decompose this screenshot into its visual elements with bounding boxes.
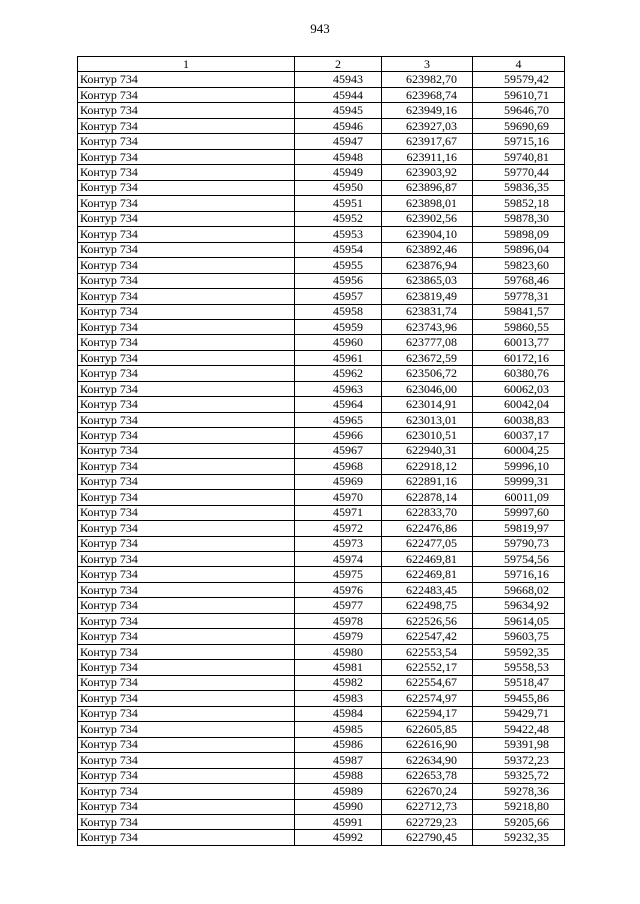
y-coordinate-cell: 59610,71 xyxy=(473,87,565,102)
x-coordinate-cell: 622553,54 xyxy=(382,644,473,659)
point-number-cell: 45982 xyxy=(295,675,382,690)
y-coordinate-cell: 59518,47 xyxy=(473,675,565,690)
table-row xyxy=(78,598,565,613)
contour-name-cell: Контур 734 xyxy=(78,165,295,180)
table-row xyxy=(78,459,565,474)
contour-name-cell: Контур 734 xyxy=(78,799,295,814)
y-coordinate-cell: 59455,86 xyxy=(473,691,565,706)
y-coordinate-cell: 59896,04 xyxy=(473,242,565,257)
y-coordinate-cell: 59218,80 xyxy=(473,799,565,814)
y-coordinate-cell: 59422,48 xyxy=(473,722,565,737)
point-number-cell: 45990 xyxy=(295,799,382,814)
page-number: 943 xyxy=(310,21,330,36)
y-coordinate-cell: 59740,81 xyxy=(473,149,565,164)
contour-name-cell: Контур 734 xyxy=(78,397,295,412)
contour-name-cell: Контур 734 xyxy=(78,474,295,489)
contour-name-cell: Контур 734 xyxy=(78,273,295,288)
contour-name-cell: Контур 734 xyxy=(78,722,295,737)
table-header-row xyxy=(78,57,565,72)
y-coordinate-cell: 59690,69 xyxy=(473,118,565,133)
table-row xyxy=(78,118,565,133)
x-coordinate-cell: 622670,24 xyxy=(382,784,473,799)
y-coordinate-cell: 59823,60 xyxy=(473,258,565,273)
point-number-cell: 45964 xyxy=(295,397,382,412)
x-coordinate-cell: 622498,75 xyxy=(382,598,473,613)
x-coordinate-cell: 622594,17 xyxy=(382,706,473,721)
table-row xyxy=(78,103,565,118)
y-coordinate-cell: 59754,56 xyxy=(473,552,565,567)
point-number-cell: 45960 xyxy=(295,335,382,350)
table-row xyxy=(78,72,565,87)
table-row xyxy=(78,567,565,582)
point-number-cell: 45989 xyxy=(295,784,382,799)
x-coordinate-cell: 622891,16 xyxy=(382,474,473,489)
y-coordinate-cell: 59634,92 xyxy=(473,598,565,613)
contour-name-cell: Контур 734 xyxy=(78,737,295,752)
point-number-cell: 45949 xyxy=(295,165,382,180)
x-coordinate-cell: 623014,91 xyxy=(382,397,473,412)
x-coordinate-cell: 622878,14 xyxy=(382,490,473,505)
y-coordinate-cell: 59790,73 xyxy=(473,536,565,551)
table-row xyxy=(78,242,565,257)
contour-name-cell: Контур 734 xyxy=(78,830,295,845)
y-coordinate-cell: 59999,31 xyxy=(473,474,565,489)
contour-name-cell: Контур 734 xyxy=(78,814,295,829)
contour-name-cell: Контур 734 xyxy=(78,335,295,350)
table-row xyxy=(78,87,565,102)
x-coordinate-cell: 622469,81 xyxy=(382,567,473,582)
x-coordinate-cell: 622552,17 xyxy=(382,660,473,675)
table-row xyxy=(78,799,565,814)
x-coordinate-cell: 622554,67 xyxy=(382,675,473,690)
table-row xyxy=(78,830,565,845)
point-number-cell: 45991 xyxy=(295,814,382,829)
point-number-cell: 45952 xyxy=(295,211,382,226)
x-coordinate-cell: 623896,87 xyxy=(382,180,473,195)
x-coordinate-cell: 622483,45 xyxy=(382,582,473,597)
contour-name-cell: Контур 734 xyxy=(78,784,295,799)
table-row xyxy=(78,722,565,737)
y-coordinate-cell: 59579,42 xyxy=(473,72,565,87)
y-coordinate-cell: 59852,18 xyxy=(473,196,565,211)
x-coordinate-cell: 623927,03 xyxy=(382,118,473,133)
table-row xyxy=(78,289,565,304)
y-coordinate-cell: 59614,05 xyxy=(473,613,565,628)
table-row xyxy=(78,134,565,149)
point-number-cell: 45950 xyxy=(295,180,382,195)
y-coordinate-cell: 59716,16 xyxy=(473,567,565,582)
table-row xyxy=(78,660,565,675)
point-number-cell: 45967 xyxy=(295,443,382,458)
point-number-cell: 45969 xyxy=(295,474,382,489)
contour-name-cell: Контур 734 xyxy=(78,660,295,675)
y-coordinate-cell: 59429,71 xyxy=(473,706,565,721)
table-row xyxy=(78,335,565,350)
table-row xyxy=(78,273,565,288)
column-header-4: 4 xyxy=(473,57,565,72)
column-header-1: 1 xyxy=(78,57,295,72)
x-coordinate-cell: 622790,45 xyxy=(382,830,473,845)
table-row xyxy=(78,258,565,273)
point-number-cell: 45971 xyxy=(295,505,382,520)
table-row xyxy=(78,397,565,412)
x-coordinate-cell: 623968,74 xyxy=(382,87,473,102)
y-coordinate-cell: 59372,23 xyxy=(473,753,565,768)
point-number-cell: 45972 xyxy=(295,521,382,536)
table-row xyxy=(78,582,565,597)
point-number-cell: 45968 xyxy=(295,459,382,474)
y-coordinate-cell: 59232,35 xyxy=(473,830,565,845)
y-coordinate-cell: 59898,09 xyxy=(473,227,565,242)
y-coordinate-cell: 59860,55 xyxy=(473,319,565,334)
table-body xyxy=(78,72,565,845)
y-coordinate-cell: 59997,60 xyxy=(473,505,565,520)
point-number-cell: 45974 xyxy=(295,552,382,567)
x-coordinate-cell: 623911,16 xyxy=(382,149,473,164)
x-coordinate-cell: 622712,73 xyxy=(382,799,473,814)
y-coordinate-cell: 59205,66 xyxy=(473,814,565,829)
x-coordinate-cell: 623982,70 xyxy=(382,72,473,87)
point-number-cell: 45943 xyxy=(295,72,382,87)
contour-name-cell: Контур 734 xyxy=(78,505,295,520)
point-number-cell: 45973 xyxy=(295,536,382,551)
contour-name-cell: Контур 734 xyxy=(78,103,295,118)
table-row xyxy=(78,149,565,164)
y-coordinate-cell: 59646,70 xyxy=(473,103,565,118)
y-coordinate-cell: 60380,76 xyxy=(473,366,565,381)
contour-name-cell: Контур 734 xyxy=(78,706,295,721)
table-row xyxy=(78,366,565,381)
x-coordinate-cell: 623046,00 xyxy=(382,381,473,396)
point-number-cell: 45956 xyxy=(295,273,382,288)
contour-name-cell: Контур 734 xyxy=(78,582,295,597)
point-number-cell: 45977 xyxy=(295,598,382,613)
x-coordinate-cell: 622833,70 xyxy=(382,505,473,520)
y-coordinate-cell: 59603,75 xyxy=(473,629,565,644)
contour-name-cell: Контур 734 xyxy=(78,87,295,102)
contour-name-cell: Контур 734 xyxy=(78,366,295,381)
contour-name-cell: Контур 734 xyxy=(78,134,295,149)
table-row xyxy=(78,784,565,799)
x-coordinate-cell: 623904,10 xyxy=(382,227,473,242)
point-number-cell: 45955 xyxy=(295,258,382,273)
table-row xyxy=(78,536,565,551)
contour-name-cell: Контур 734 xyxy=(78,629,295,644)
contour-name-cell: Контур 734 xyxy=(78,443,295,458)
point-number-cell: 45983 xyxy=(295,691,382,706)
table-row xyxy=(78,768,565,783)
point-number-cell: 45957 xyxy=(295,289,382,304)
table-row xyxy=(78,737,565,752)
y-coordinate-cell: 59778,31 xyxy=(473,289,565,304)
point-number-cell: 45958 xyxy=(295,304,382,319)
x-coordinate-cell: 623865,03 xyxy=(382,273,473,288)
y-coordinate-cell: 60062,03 xyxy=(473,381,565,396)
y-coordinate-cell: 60004,25 xyxy=(473,443,565,458)
point-number-cell: 45987 xyxy=(295,753,382,768)
point-number-cell: 45965 xyxy=(295,412,382,427)
table-row xyxy=(78,227,565,242)
column-header-2: 2 xyxy=(295,57,382,72)
contour-name-cell: Контур 734 xyxy=(78,459,295,474)
x-coordinate-cell: 623831,74 xyxy=(382,304,473,319)
x-coordinate-cell: 623902,56 xyxy=(382,211,473,226)
contour-name-cell: Контур 734 xyxy=(78,227,295,242)
contour-name-cell: Контур 734 xyxy=(78,196,295,211)
contour-name-cell: Контур 734 xyxy=(78,490,295,505)
table-row xyxy=(78,350,565,365)
contour-name-cell: Контур 734 xyxy=(78,675,295,690)
contour-name-cell: Контур 734 xyxy=(78,211,295,226)
contour-name-cell: Контур 734 xyxy=(78,428,295,443)
column-header-3: 3 xyxy=(382,57,473,72)
point-number-cell: 45981 xyxy=(295,660,382,675)
y-coordinate-cell: 60037,17 xyxy=(473,428,565,443)
contour-name-cell: Контур 734 xyxy=(78,613,295,628)
point-number-cell: 45976 xyxy=(295,582,382,597)
point-number-cell: 45984 xyxy=(295,706,382,721)
point-number-cell: 45988 xyxy=(295,768,382,783)
point-number-cell: 45959 xyxy=(295,319,382,334)
contour-name-cell: Контур 734 xyxy=(78,319,295,334)
point-number-cell: 45946 xyxy=(295,118,382,133)
y-coordinate-cell: 60011,09 xyxy=(473,490,565,505)
contour-name-cell: Контур 734 xyxy=(78,118,295,133)
table-row xyxy=(78,505,565,520)
y-coordinate-cell: 59841,57 xyxy=(473,304,565,319)
table-row xyxy=(78,180,565,195)
point-number-cell: 45947 xyxy=(295,134,382,149)
table-row xyxy=(78,319,565,334)
table-row xyxy=(78,706,565,721)
table-row xyxy=(78,412,565,427)
x-coordinate-cell: 623903,92 xyxy=(382,165,473,180)
y-coordinate-cell: 59770,44 xyxy=(473,165,565,180)
contour-name-cell: Контур 734 xyxy=(78,768,295,783)
x-coordinate-cell: 622918,12 xyxy=(382,459,473,474)
y-coordinate-cell: 59768,46 xyxy=(473,273,565,288)
x-coordinate-cell: 623672,59 xyxy=(382,350,473,365)
point-number-cell: 45944 xyxy=(295,87,382,102)
x-coordinate-cell: 622729,23 xyxy=(382,814,473,829)
table-row xyxy=(78,814,565,829)
contour-name-cell: Контур 734 xyxy=(78,598,295,613)
point-number-cell: 45961 xyxy=(295,350,382,365)
y-coordinate-cell: 59391,98 xyxy=(473,737,565,752)
point-number-cell: 45945 xyxy=(295,103,382,118)
point-number-cell: 45962 xyxy=(295,366,382,381)
table-row xyxy=(78,675,565,690)
x-coordinate-cell: 622469,81 xyxy=(382,552,473,567)
table-row xyxy=(78,381,565,396)
table-row xyxy=(78,644,565,659)
contour-name-cell: Контур 734 xyxy=(78,644,295,659)
contour-name-cell: Контур 734 xyxy=(78,753,295,768)
y-coordinate-cell: 60038,83 xyxy=(473,412,565,427)
contour-name-cell: Контур 734 xyxy=(78,567,295,582)
x-coordinate-cell: 623819,49 xyxy=(382,289,473,304)
y-coordinate-cell: 59819,97 xyxy=(473,521,565,536)
table-row xyxy=(78,474,565,489)
point-number-cell: 45975 xyxy=(295,567,382,582)
x-coordinate-cell: 623743,96 xyxy=(382,319,473,334)
contour-name-cell: Контур 734 xyxy=(78,242,295,257)
table-row xyxy=(78,552,565,567)
x-coordinate-cell: 623876,94 xyxy=(382,258,473,273)
x-coordinate-cell: 622634,90 xyxy=(382,753,473,768)
point-number-cell: 45978 xyxy=(295,613,382,628)
contour-name-cell: Контур 734 xyxy=(78,691,295,706)
point-number-cell: 45951 xyxy=(295,196,382,211)
point-number-cell: 45963 xyxy=(295,381,382,396)
contour-name-cell: Контур 734 xyxy=(78,350,295,365)
point-number-cell: 45970 xyxy=(295,490,382,505)
y-coordinate-cell: 59558,53 xyxy=(473,660,565,675)
y-coordinate-cell: 59325,72 xyxy=(473,768,565,783)
y-coordinate-cell: 60172,16 xyxy=(473,350,565,365)
y-coordinate-cell: 59278,36 xyxy=(473,784,565,799)
contour-name-cell: Контур 734 xyxy=(78,412,295,427)
y-coordinate-cell: 59836,35 xyxy=(473,180,565,195)
point-number-cell: 45985 xyxy=(295,722,382,737)
contour-name-cell: Контур 734 xyxy=(78,258,295,273)
point-number-cell: 45986 xyxy=(295,737,382,752)
table-row xyxy=(78,521,565,536)
y-coordinate-cell: 60042,04 xyxy=(473,397,565,412)
table-row xyxy=(78,691,565,706)
point-number-cell: 45979 xyxy=(295,629,382,644)
y-coordinate-cell: 59668,02 xyxy=(473,582,565,597)
contour-name-cell: Контур 734 xyxy=(78,381,295,396)
point-number-cell: 45980 xyxy=(295,644,382,659)
x-coordinate-cell: 623506,72 xyxy=(382,366,473,381)
table-row xyxy=(78,753,565,768)
contour-name-cell: Контур 734 xyxy=(78,72,295,87)
table-row xyxy=(78,196,565,211)
point-number-cell: 45992 xyxy=(295,830,382,845)
x-coordinate-cell: 622526,56 xyxy=(382,613,473,628)
x-coordinate-cell: 623917,67 xyxy=(382,134,473,149)
contour-name-cell: Контур 734 xyxy=(78,304,295,319)
table-row xyxy=(78,490,565,505)
point-number-cell: 45966 xyxy=(295,428,382,443)
contour-name-cell: Контур 734 xyxy=(78,180,295,195)
table-row xyxy=(78,165,565,180)
x-coordinate-cell: 622477,05 xyxy=(382,536,473,551)
y-coordinate-cell: 59715,16 xyxy=(473,134,565,149)
x-coordinate-cell: 623949,16 xyxy=(382,103,473,118)
contour-name-cell: Контур 734 xyxy=(78,149,295,164)
point-number-cell: 45953 xyxy=(295,227,382,242)
x-coordinate-cell: 622940,31 xyxy=(382,443,473,458)
x-coordinate-cell: 622547,42 xyxy=(382,629,473,644)
y-coordinate-cell: 60013,77 xyxy=(473,335,565,350)
table-row xyxy=(78,428,565,443)
contour-name-cell: Контур 734 xyxy=(78,552,295,567)
x-coordinate-cell: 623777,08 xyxy=(382,335,473,350)
y-coordinate-cell: 59996,10 xyxy=(473,459,565,474)
contour-name-cell: Контур 734 xyxy=(78,289,295,304)
contour-name-cell: Контур 734 xyxy=(78,536,295,551)
table-row xyxy=(78,211,565,226)
x-coordinate-cell: 622616,90 xyxy=(382,737,473,752)
table-row xyxy=(78,629,565,644)
contour-name-cell: Контур 734 xyxy=(78,521,295,536)
x-coordinate-cell: 622653,78 xyxy=(382,768,473,783)
table-row xyxy=(78,443,565,458)
x-coordinate-cell: 623898,01 xyxy=(382,196,473,211)
x-coordinate-cell: 622574,97 xyxy=(382,691,473,706)
x-coordinate-cell: 623892,46 xyxy=(382,242,473,257)
x-coordinate-cell: 622605,85 xyxy=(382,722,473,737)
x-coordinate-cell: 623013,01 xyxy=(382,412,473,427)
coordinates-table xyxy=(77,56,565,846)
y-coordinate-cell: 59878,30 xyxy=(473,211,565,226)
y-coordinate-cell: 59592,35 xyxy=(473,644,565,659)
point-number-cell: 45948 xyxy=(295,149,382,164)
x-coordinate-cell: 623010,51 xyxy=(382,428,473,443)
x-coordinate-cell: 622476,86 xyxy=(382,521,473,536)
table-row xyxy=(78,613,565,628)
table-row xyxy=(78,304,565,319)
point-number-cell: 45954 xyxy=(295,242,382,257)
